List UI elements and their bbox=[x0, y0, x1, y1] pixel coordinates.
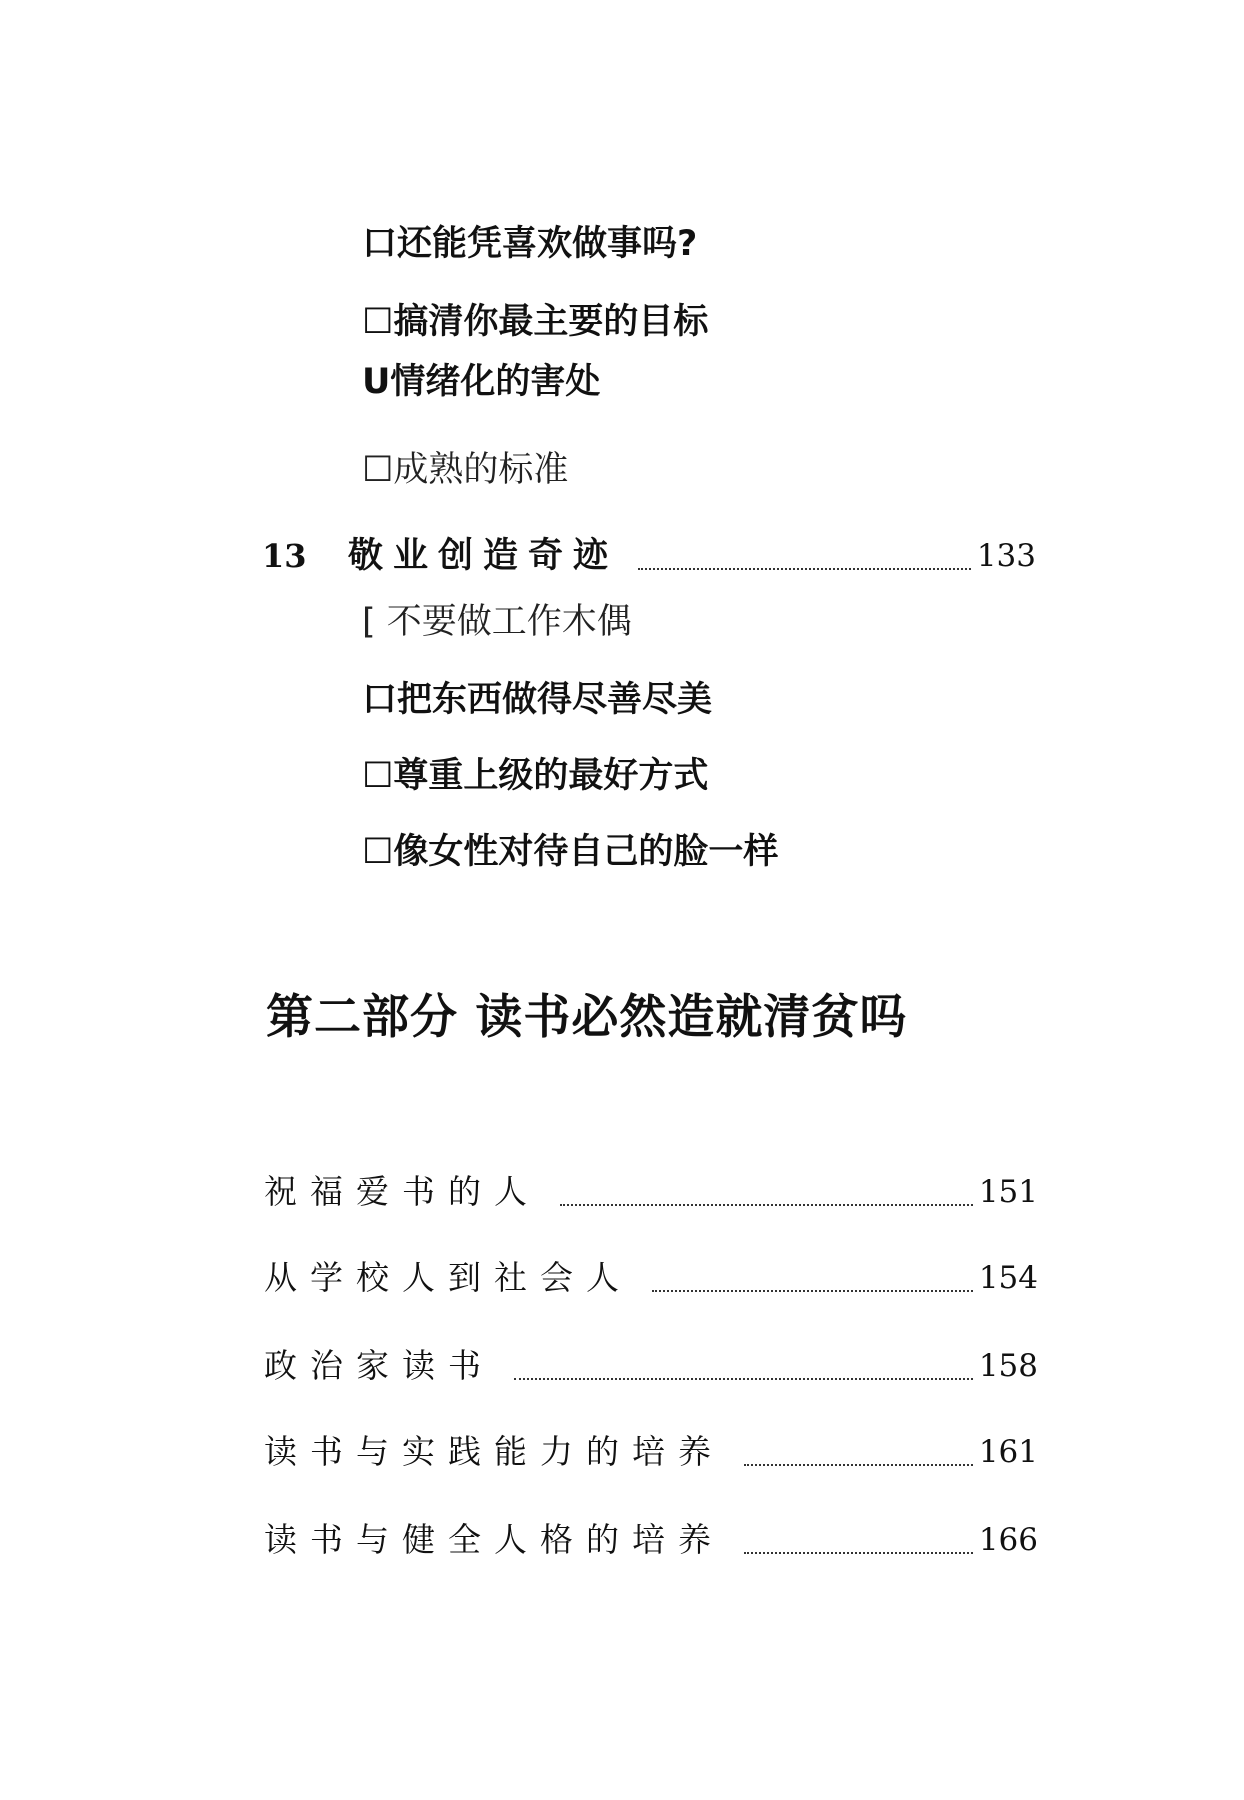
toc-entry[interactable] bbox=[264, 1340, 1038, 1388]
page-number: 161 bbox=[978, 1434, 1038, 1470]
chapter-title: 敬业创造奇迹 bbox=[348, 536, 619, 576]
toc-subitem: ☐搞清你最主要的目标 bbox=[362, 302, 709, 342]
toc-entry[interactable] bbox=[264, 1252, 1038, 1300]
toc-entry[interactable] bbox=[264, 1514, 1038, 1562]
toc-subitem: ☐成熟的标准 bbox=[362, 450, 569, 490]
toc-entry-title: 读书与健全人格的培养 bbox=[264, 1520, 724, 1559]
toc-subitem: ☐尊重上级的最好方式 bbox=[362, 756, 709, 796]
toc-entry[interactable] bbox=[264, 1426, 1038, 1474]
toc-subitem: U情绪化的害处 bbox=[362, 362, 601, 402]
toc-subitem: [ 不要做工作木偶 bbox=[362, 602, 632, 642]
toc-subitem: 口把东西做得尽善尽美 bbox=[362, 680, 713, 720]
toc-entry-title: 祝福爱书的人 bbox=[264, 1172, 540, 1211]
toc-subitem: 口还能凭喜欢做事吗? bbox=[362, 224, 698, 264]
toc-entry-title: 读书与实践能力的培养 bbox=[264, 1432, 724, 1471]
part-title: 第二部分 读书必然造就清贫吗 bbox=[266, 990, 908, 1045]
page-number: 166 bbox=[978, 1522, 1038, 1558]
dot-leader bbox=[744, 1463, 973, 1466]
page-number: 151 bbox=[978, 1174, 1038, 1210]
dot-leader bbox=[514, 1377, 973, 1380]
dot-leader bbox=[744, 1551, 973, 1554]
page-number: 158 bbox=[978, 1348, 1038, 1384]
page-number: 133 bbox=[976, 538, 1036, 574]
chapter-13-row[interactable] bbox=[262, 528, 1036, 578]
toc-subitem: ☐像女性对待自己的脸一样 bbox=[362, 832, 779, 872]
toc-entry-title: 从学校人到社会人 bbox=[264, 1258, 632, 1297]
dot-leader bbox=[560, 1203, 973, 1206]
toc-entry-title: 政治家读书 bbox=[264, 1346, 494, 1385]
page-number: 154 bbox=[978, 1260, 1038, 1296]
dot-leader bbox=[638, 567, 971, 570]
dot-leader bbox=[652, 1289, 973, 1292]
toc-entry[interactable] bbox=[264, 1166, 1038, 1214]
chapter-number: 13 bbox=[262, 537, 307, 575]
